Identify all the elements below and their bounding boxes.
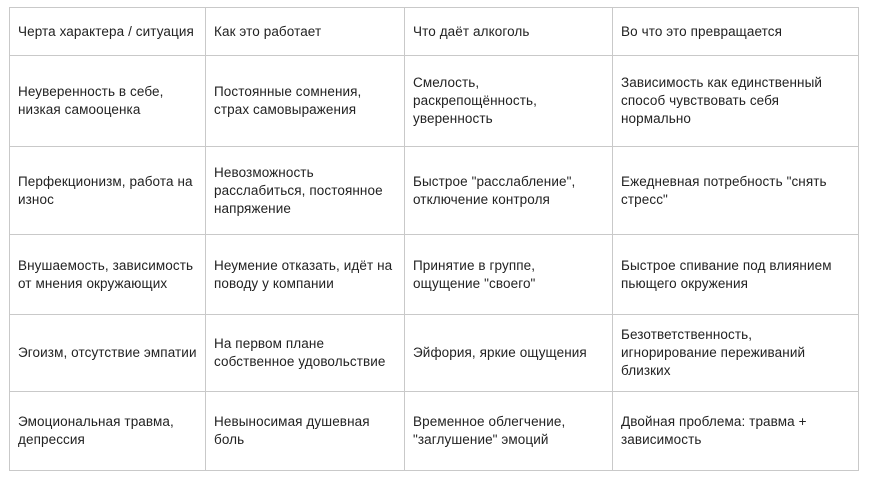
header-how-it-works: Как это работает xyxy=(206,8,405,56)
table-row xyxy=(10,235,859,315)
character-traits-table xyxy=(9,7,859,471)
table-cell: Невозможность расслабиться, постоянное напряжение xyxy=(206,147,405,235)
table-cell: Смелость, раскрепощённость, уверенность xyxy=(405,56,613,147)
table-row xyxy=(10,392,859,471)
table-header-row xyxy=(10,8,859,56)
table-cell: Безответственность, игнорирование переживаний близких xyxy=(613,315,859,392)
table-row xyxy=(10,56,859,147)
table-cell: Перфекционизм, работа на износ xyxy=(10,147,206,235)
table-cell: Временное облегчение, "заглушение" эмоций xyxy=(405,392,613,471)
table-row xyxy=(10,315,859,392)
table-cell: Зависимость как единственный способ чувствовать себя нормально xyxy=(613,56,859,147)
header-what-alcohol-gives: Что даёт алкоголь xyxy=(405,8,613,56)
table-cell: Внушаемость, зависимость от мнения окружающих xyxy=(10,235,206,315)
table-cell: Ежедневная потребность "снять стресс" xyxy=(613,147,859,235)
table-row xyxy=(10,147,859,235)
table-cell: Неуверенность в себе, низкая самооценка xyxy=(10,56,206,147)
table-container xyxy=(9,7,859,471)
table-cell: На первом плане собственное удовольствие xyxy=(206,315,405,392)
table-cell: Эгоизм, отсутствие эмпатии xyxy=(10,315,206,392)
table-cell: Эмоциональная травма, депрессия xyxy=(10,392,206,471)
header-trait: Черта характера / ситуация xyxy=(10,8,206,56)
table-cell: Принятие в группе, ощущение "своего" xyxy=(405,235,613,315)
table-cell: Невыносимая душевная боль xyxy=(206,392,405,471)
table-cell: Быстрое спивание под влиянием пьющего окружения xyxy=(613,235,859,315)
table-cell: Эйфория, яркие ощущения xyxy=(405,315,613,392)
table-cell: Неумение отказать, идёт на поводу у компании xyxy=(206,235,405,315)
table-cell: Быстрое "расслабление", отключение контроля xyxy=(405,147,613,235)
header-what-it-turns-into: Во что это превращается xyxy=(613,8,859,56)
table-cell: Двойная проблема: травма + зависимость xyxy=(613,392,859,471)
table-cell: Постоянные сомнения, страх самовыражения xyxy=(206,56,405,147)
